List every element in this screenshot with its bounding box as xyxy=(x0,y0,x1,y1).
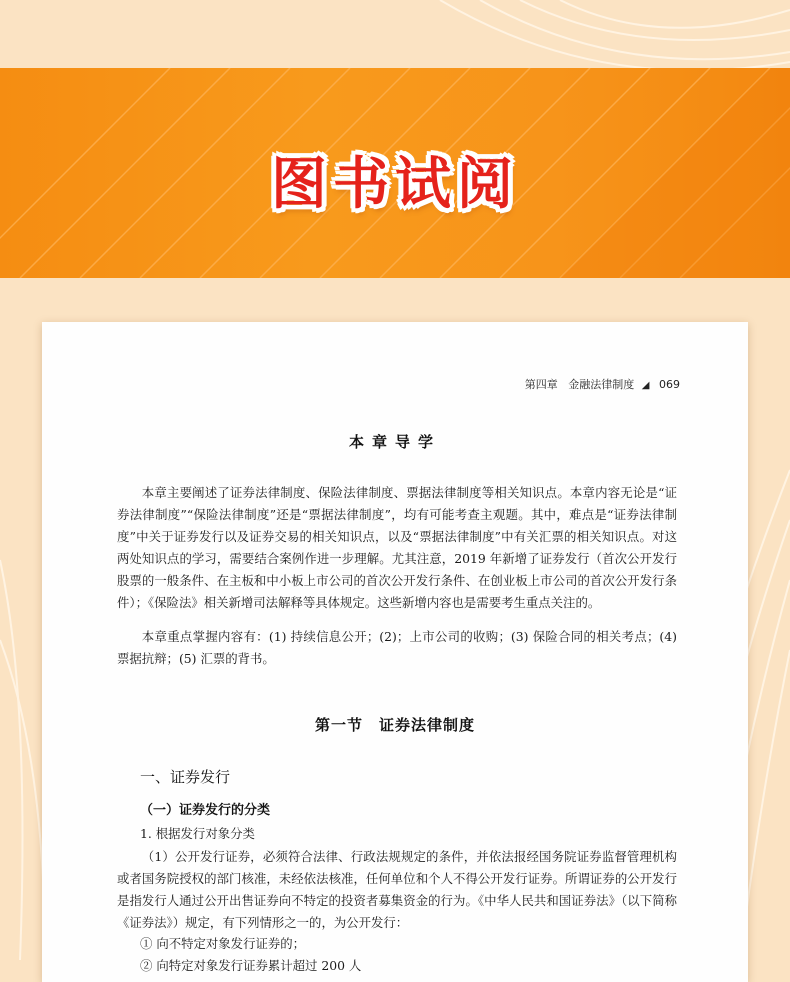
chapter-guide-title: 本章导学 xyxy=(348,433,441,451)
banner xyxy=(0,68,790,278)
chapter-title: 金融法律制度 xyxy=(568,378,635,391)
chapter-label: 第四章 xyxy=(524,378,558,391)
heading-level-2: （一）证券发行的分类 xyxy=(140,803,271,818)
list-item: ② 向特定对象发行证券累计超过 200 人 xyxy=(140,958,362,973)
body-paragraph: （1）公开发行证券，必须符合法律、行政法规规定的条件，并依法报经国务院证券监督管理机构或者国务院授权的部门核准，未经依法核准，任何单位和个人不得公开发行证券。所谓证券的公开发行是指发行人通过公开出售证券向不特定的投资者募集资金的行为。《中华人民共和国证券法》（以下简称《证券法》）规定，有下列情形之一的，为公开发行： xyxy=(117,849,677,930)
guide-paragraph: 本章主要阐述了证券法律制度、保险法律制度、票据法律制度等相关知识点。本章内容无论是“证券法律制度”“保险法律制度”还是“票据法律制度”，均有可能考查主观题。其中，难点是“证券法律制度”中关于证券发行以及证券交易的相关知识点，以及“票据法律制度”中有关汇票的相关知识点。对这两处知识点的学习，需要结合案例作进一步理解。尤其注意，2019 年新增了证券发行（首次公开发行股票的一般条件、在主板和中小板上市公司的首次公开发行条件、在创业板上市公司的首次公开发行条件）；《保险法》相关新增司法解释等具体规定。这些新增内容也是需要考生重点关注的。 xyxy=(117,485,677,610)
section-title: 第一节 证券法律制度 xyxy=(314,716,475,734)
heading-level-1: 一、证券发行 xyxy=(140,768,231,786)
list-item: ① 向不特定对象发行证券的； xyxy=(140,936,306,951)
triangle-icon: ◢ xyxy=(641,380,650,391)
page-number: 069 xyxy=(659,378,680,391)
heading-level-3: 1. 根据发行对象分类 xyxy=(140,826,255,841)
book-page xyxy=(42,322,748,982)
banner-title: 图书试阅 xyxy=(271,152,519,217)
running-head xyxy=(525,376,680,392)
key-points-paragraph: 本章重点掌握内容有：(1) 持续信息公开；(2)；上市公司的收购；(3) 保险合同的相关考点；(4) 票据抗辩；(5) 汇票的背书。 xyxy=(117,629,677,666)
